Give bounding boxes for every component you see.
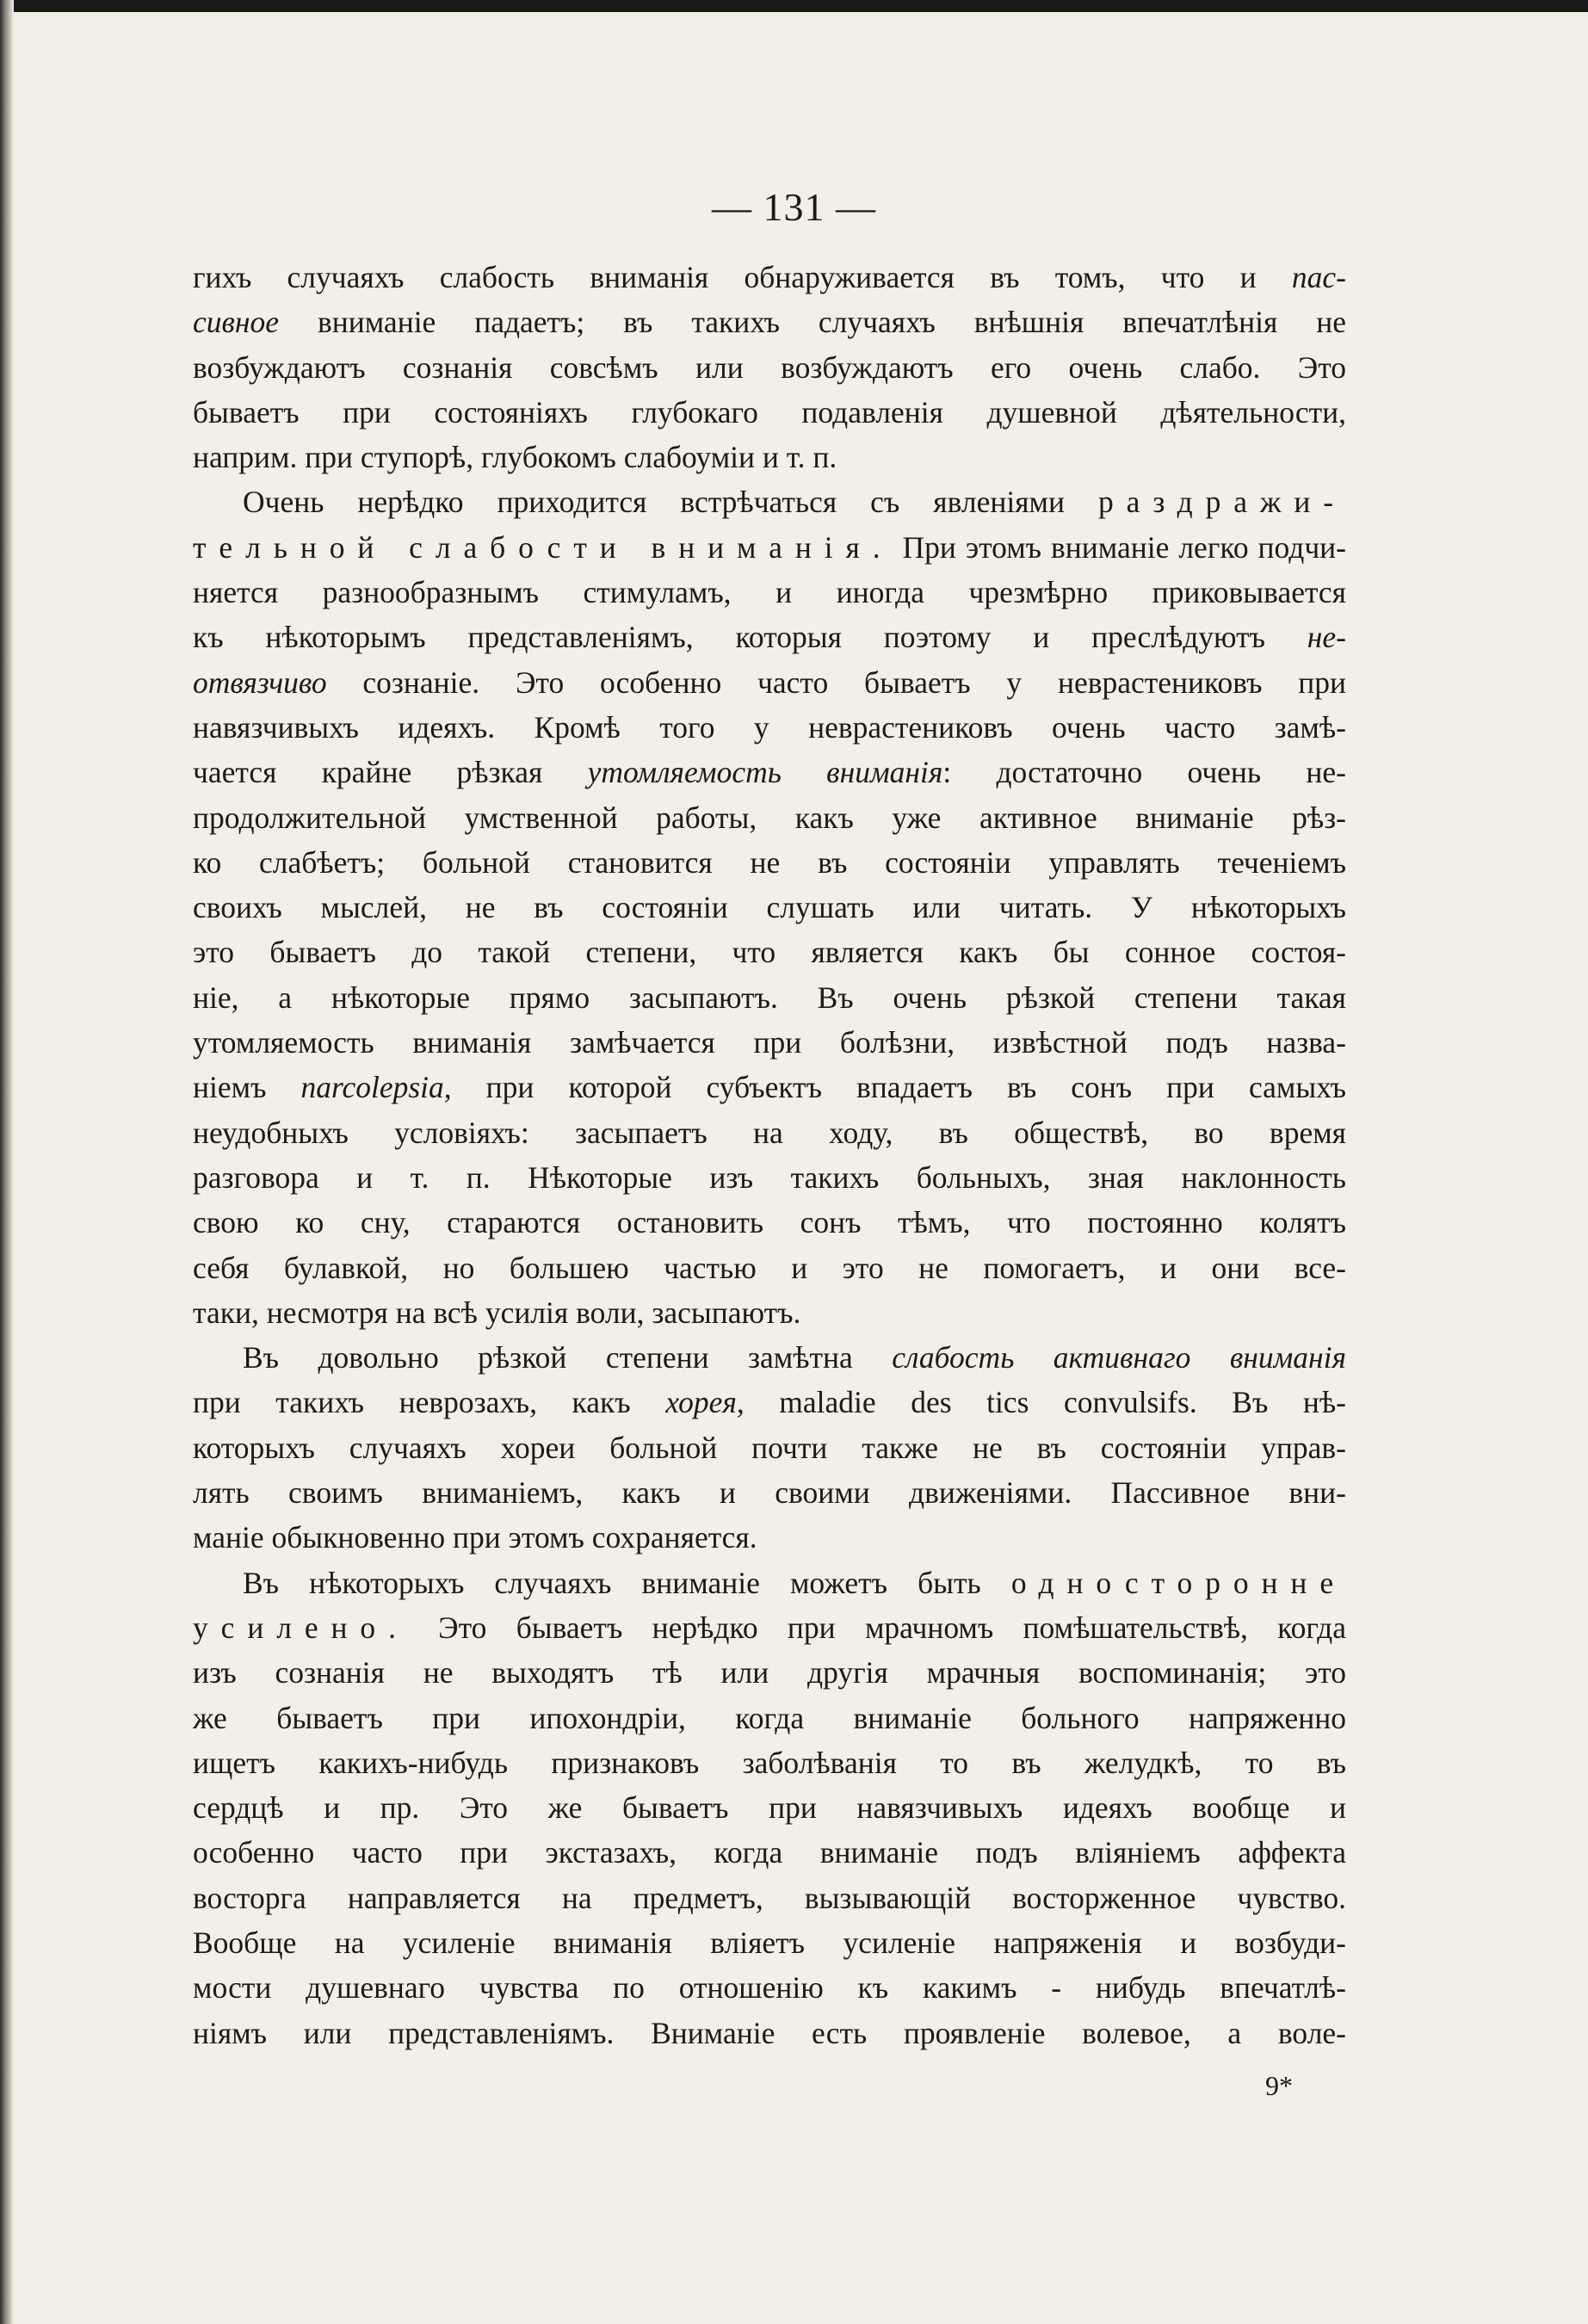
- text-line: мости душевнаго чувства по отношенію къ какимъ - нибудь впечатлѣ-: [193, 1970, 1346, 2006]
- text-line: Въ довольно рѣзкой степени замѣтна слабость активнаго вниманія: [243, 1340, 1347, 1375]
- text-line: тельной слабости вниманія. При этомъ вниманіе легко подчи-: [193, 529, 1347, 565]
- text-line: ніямъ или представленіямъ. Вниманіе есть проявленіе волевое, а воле-: [193, 2015, 1346, 2050]
- text-line: это бываетъ до такой степени, что является какъ бы сонное состоя-: [193, 935, 1346, 970]
- text-line: разговора и т. п. Нѣкоторые изъ такихъ больныхъ, зная наклонность: [193, 1159, 1346, 1195]
- text-line: себя булавкой, но большею частью и это не помогаетъ, и они все-: [193, 1250, 1346, 1285]
- text-line: таки, несмотря на всѣ усилія воли, засыпаютъ.: [193, 1295, 801, 1330]
- text-line: сивное вниманіе падаетъ; въ такихъ случаяхъ внѣшнія впечатлѣнія не: [193, 305, 1346, 340]
- text-line: гихъ случаяхъ слабость вниманія обнаруживается въ томъ, что и пас-: [193, 260, 1346, 294]
- text-line: лять своимъ вниманіемъ, какъ и своими движеніями. Пассивное вни-: [193, 1475, 1346, 1511]
- text-line: отвязчиво сознаніе. Это особенно часто бываетъ у неврастениковъ при: [193, 664, 1346, 700]
- text-line: ніемъ narcolepsia, при которой субъектъ впадаетъ въ сонъ при самыхъ: [193, 1070, 1346, 1105]
- page-number: — 131 —: [712, 185, 876, 229]
- text-line: Вообще на усиленіе вниманія вліяетъ усиленіе напряженія и возбуди-: [193, 1925, 1346, 1960]
- text-line: утомляемость вниманія замѣчается при болѣзни, извѣстной подъ назва-: [193, 1025, 1346, 1060]
- text-line: при такихъ неврозахъ, какъ хорея, maladie des tics convulsifs. Въ нѣ-: [193, 1385, 1347, 1420]
- text-line: своихъ мыслей, не въ состояніи слушать или читать. У нѣкоторыхъ: [193, 890, 1346, 925]
- text-line: ищетъ какихъ-нибудь признаковъ заболѣванія то въ желудкѣ, то въ: [193, 1745, 1346, 1780]
- text-line: къ нѣкоторымъ представленіямъ, которыя поэтому и преслѣдуютъ не-: [193, 620, 1346, 655]
- signature-mark: 9*: [1265, 2070, 1293, 2101]
- text-line: изъ сознанія не выходятъ тѣ или другія мрачныя воспоминанія; это: [193, 1655, 1346, 1690]
- scan-left-edge: [0, 0, 14, 2324]
- text-line: восторга направляется на предметъ, вызывающій восторженное чувство.: [193, 1880, 1346, 1915]
- text-line: маніе обыкновенно при этомъ сохраняется.: [193, 1520, 757, 1555]
- text-line: наприм. при ступорѣ, глубокомъ слабоуміи и т. п.: [193, 440, 837, 475]
- scan-top-edge: [0, 0, 1588, 12]
- text-line: возбуждаютъ сознанія совсѣмъ или возбуждаютъ его очень слабо. Это: [193, 349, 1346, 385]
- text-line: неудобныхъ условіяхъ: засыпаетъ на ходу, въ обществѣ, во время: [193, 1115, 1346, 1150]
- text-line: продолжительной умственной работы, какъ уже активное вниманіе рѣз-: [193, 800, 1346, 835]
- text-line: Въ нѣкоторыхъ случаяхъ вниманіе можетъ быть односторонне: [243, 1565, 1346, 1600]
- body-text: [193, 255, 1346, 2055]
- text-line: усилено. Это бываетъ нерѣдко при мрачномъ помѣшательствѣ, когда: [193, 1610, 1346, 1645]
- text-line: няется разнообразнымъ стимуламъ, и иногда чрезмѣрно приковывается: [193, 575, 1346, 610]
- text-line: же бываетъ при ипохондріи, когда вниманіе больного напряженно: [193, 1700, 1346, 1735]
- text-line: чается крайне рѣзкая утомляемость вниманія: достаточно очень не-: [193, 755, 1346, 790]
- text-line: которыхъ случаяхъ хореи больной почти также не въ состояніи управ-: [193, 1430, 1346, 1465]
- text-line: особенно часто при экстазахъ, когда вниманіе подъ вліяніемъ аффекта: [193, 1835, 1346, 1870]
- text-line: свою ко сну, стараются остановить сонъ тѣмъ, что постоянно колятъ: [193, 1205, 1346, 1240]
- text-line: ніе, а нѣкоторые прямо засыпаютъ. Въ очень рѣзкой степени такая: [193, 980, 1346, 1015]
- text-line: сердцѣ и пр. Это же бываетъ при навязчивыхъ идеяхъ вообще и: [193, 1790, 1346, 1826]
- text-line: Очень нерѣдко приходится встрѣчаться съ явленіями раздражи-: [243, 485, 1346, 520]
- text-line: бываетъ при состояніяхъ глубокаго подавленія душевной дѣятельности,: [193, 394, 1346, 430]
- text-line: ко слабѣетъ; больной становится не въ состояніи управлять теченіемъ: [193, 844, 1346, 880]
- text-line: навязчивыхъ идеяхъ. Кромѣ того у неврастениковъ очень часто замѣ-: [193, 709, 1346, 745]
